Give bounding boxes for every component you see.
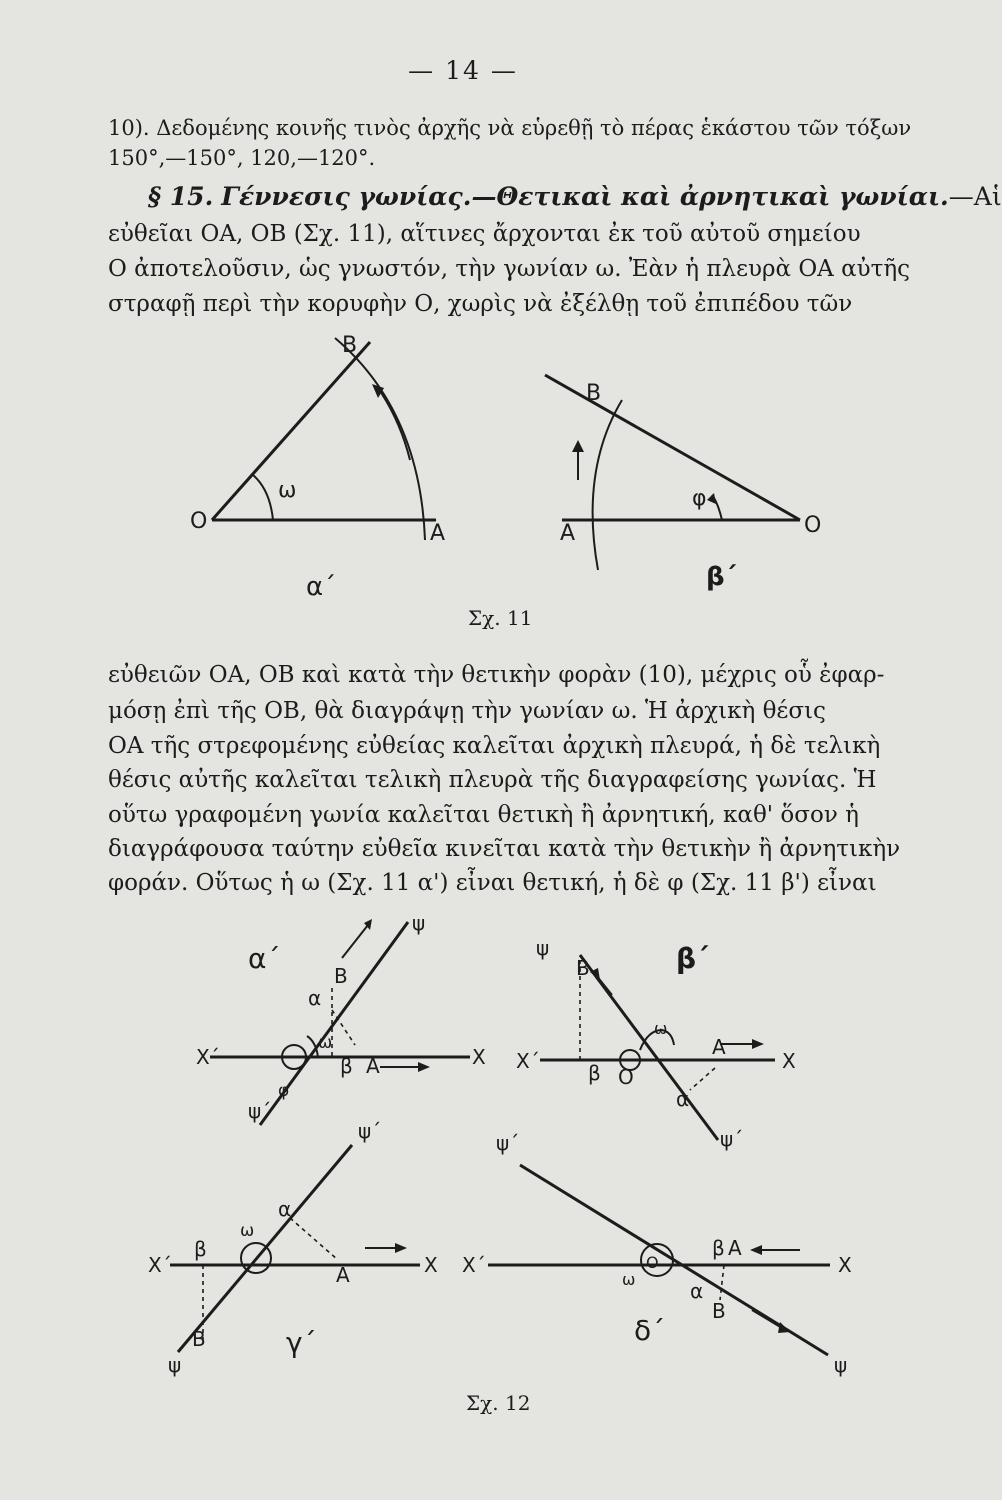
fig12d-label-b: B <box>712 1299 726 1323</box>
fig11b-label-phi: φ <box>692 486 707 511</box>
fig12b-label-x-prime: X΄ <box>516 1049 540 1073</box>
fig12b-label-x: X <box>782 1049 796 1073</box>
fig12a-dash-diagonal <box>332 1010 355 1045</box>
fig12b-arrowhead-a <box>752 1039 764 1049</box>
fig12a-arrow-b <box>342 925 368 958</box>
fig12d-arrow-psi <box>752 1310 782 1328</box>
fig12-caption: Σχ. 12 <box>466 1391 531 1415</box>
fig12d-dash-vertical <box>720 1265 724 1300</box>
fig12a-label-psi-prime: ψ΄ <box>248 1099 272 1123</box>
fig12b-label-o: O <box>618 1065 634 1089</box>
fig12d-label-alpha: α <box>690 1279 704 1303</box>
fig12a-label-beta: β <box>340 1054 353 1078</box>
p1-line-2: Ο ἀποτελοῦσιν, ὡς γνωστόν, τὴν γωνίαν ω. Ἐὰν ἡ πλευρὰ ΟΑ αὐτῆς <box>108 256 911 282</box>
fig12a-label-phi: φ <box>278 1081 290 1101</box>
fig11-caption: Σχ. 11 <box>468 606 533 630</box>
fig11a-label-b: B <box>342 333 358 358</box>
p2-line-4: θέσις αὐτῆς καλεῖται τελικὴ πλευρὰ τῆς διαγραφείσης γωνίας. Ἡ <box>108 767 877 793</box>
fig12c-label-x: X <box>424 1253 438 1277</box>
fig12d-label-beta: β <box>712 1236 725 1260</box>
p2-line-6: διαγράφουσα ταύτην εὐθεῖα κινεῖται κατὰ τὴν θετικὴν ἢ ἀρνητικὴν <box>108 836 901 862</box>
section-title: Γέννεσις γωνίας.—Θετικαὶ καὶ ἀρνητικαὶ γωνίαι. <box>221 182 949 211</box>
fig11a-label-a: A <box>430 521 446 546</box>
fig12c-label-omega: ω <box>240 1221 255 1241</box>
fig12b-label-a: A <box>712 1035 726 1059</box>
fig12d-label-psi-prime: ψ΄ <box>496 1131 520 1155</box>
fig12c-label-a: A <box>336 1263 350 1287</box>
fig12c-label-psi-prime: ψ΄ <box>358 1119 382 1143</box>
fig12d-label-omega: ω <box>622 1270 636 1289</box>
fig12c-label-b: B <box>192 1327 206 1351</box>
fig12a-sub: α΄ <box>248 942 281 975</box>
fig12b-dash-diagonal <box>690 1068 715 1090</box>
fig12a-label-omega: ω <box>318 1033 333 1053</box>
fig12c-label-beta: β <box>194 1237 207 1261</box>
fig12b-label-beta: β <box>588 1061 601 1085</box>
p1-line-1: εὐθεῖαι ΟΑ, ΟΒ (Σχ. 11), αἵτινες ἄρχονται ἐκ τοῦ αὐτοῦ σημείου <box>108 221 861 247</box>
p2-line-5: οὕτω γραφομένη γωνία καλεῖται θετικὴ ἢ ἀρνητική, καθ' ὅσον ἡ <box>108 802 859 828</box>
p2-line-7: φοράν. Οὕτως ἡ ω (Σχ. 11 α') εἶναι θετική, ἡ δὲ φ (Σχ. 11 β') εἶναι <box>108 870 877 896</box>
fig12a-label-b: B <box>334 964 348 988</box>
fig12b-label-b: B <box>576 956 590 980</box>
fig12d-arrowhead-a <box>750 1245 762 1255</box>
fig11a-label-o: O <box>190 509 208 534</box>
fig12c-label-alpha: α <box>278 1197 292 1221</box>
fig12a-label-a: A <box>366 1054 380 1078</box>
fig11a-sub: α΄ <box>306 572 337 602</box>
p2-line-1: εὐθειῶν ΟΑ, ΟΒ καὶ κατὰ τὴν θετικὴν φορὰν (10), μέχρις οὗ ἐφαρ- <box>108 662 885 688</box>
fig12b-label-psi: ψ <box>536 936 550 960</box>
fig12a-label-alpha: α <box>308 986 322 1010</box>
fig12d-sub: δ΄ <box>634 1314 666 1347</box>
fig12c-label-psi: ψ <box>168 1353 182 1377</box>
fig12a-arrowhead-a <box>418 1062 430 1072</box>
fig11b-label-b: B <box>586 381 602 406</box>
fig11b-label-o: O <box>804 513 822 538</box>
fig12c-dash-diagonal <box>290 1218 338 1260</box>
fig12d-label-psi: ψ <box>834 1353 848 1377</box>
fig12a-label-psi: ψ <box>412 911 426 935</box>
fig12b-label-omega: ω <box>654 1019 668 1038</box>
fig12b-label-alpha: α <box>676 1087 690 1111</box>
fig12c-label-x-prime: X΄ <box>148 1253 172 1277</box>
p1-line-3: στραφῇ περὶ τὴν κορυφὴν Ο, χωρὶς νὰ ἐξέλθῃ τοῦ ἐπιπέδου τῶν <box>108 291 853 317</box>
fig12d-label-x-prime: X΄ <box>462 1253 486 1277</box>
fig12b-line-psi <box>580 955 718 1140</box>
fig12b-sub: β΄ <box>676 942 709 975</box>
fig12b-label-psi-prime: ψ΄ <box>720 1127 744 1151</box>
fig12c-sub: γ΄ <box>286 1326 317 1359</box>
fig12d-label-o: O <box>646 1253 659 1272</box>
problem-line-2: 150°,—150°, 120,—120°. <box>108 146 376 170</box>
fig11b-sub: β΄ <box>706 562 737 592</box>
fig11a-label-omega: ω <box>278 478 297 503</box>
fig12a-label-x: X <box>472 1045 486 1069</box>
page-number: — 14 — <box>408 56 518 85</box>
fig12c-arrowhead-a <box>395 1243 407 1253</box>
fig12a-label-x-prime: X΄ <box>196 1045 220 1069</box>
fig12d-arrowhead-psi <box>778 1322 790 1333</box>
p2-line-2: μόσῃ ἐπὶ τῆς ΟΒ, θὰ διαγράψῃ τὴν γωνίαν ω. Ἡ ἀρχικὴ θέσις <box>108 698 826 724</box>
fig11b-label-a: A <box>560 521 576 546</box>
section-tail: —Αἱ <box>948 182 1002 211</box>
p2-line-3: ΟΑ τῆς στρεφομένης εὐθείας καλεῖται ἀρχικὴ πλευρά, ἡ δὲ τελικὴ <box>108 733 881 759</box>
fig12d-label-a: A <box>728 1236 742 1260</box>
problem-line-1: 10). Δεδομένης κοινῆς τινὸς ἀρχῆς νὰ εὑρεθῇ τὸ πέρας ἑκάστου τῶν τόξων <box>108 116 912 140</box>
fig12d-label-x: X <box>838 1253 852 1277</box>
section-mark: § 15. <box>148 182 214 211</box>
